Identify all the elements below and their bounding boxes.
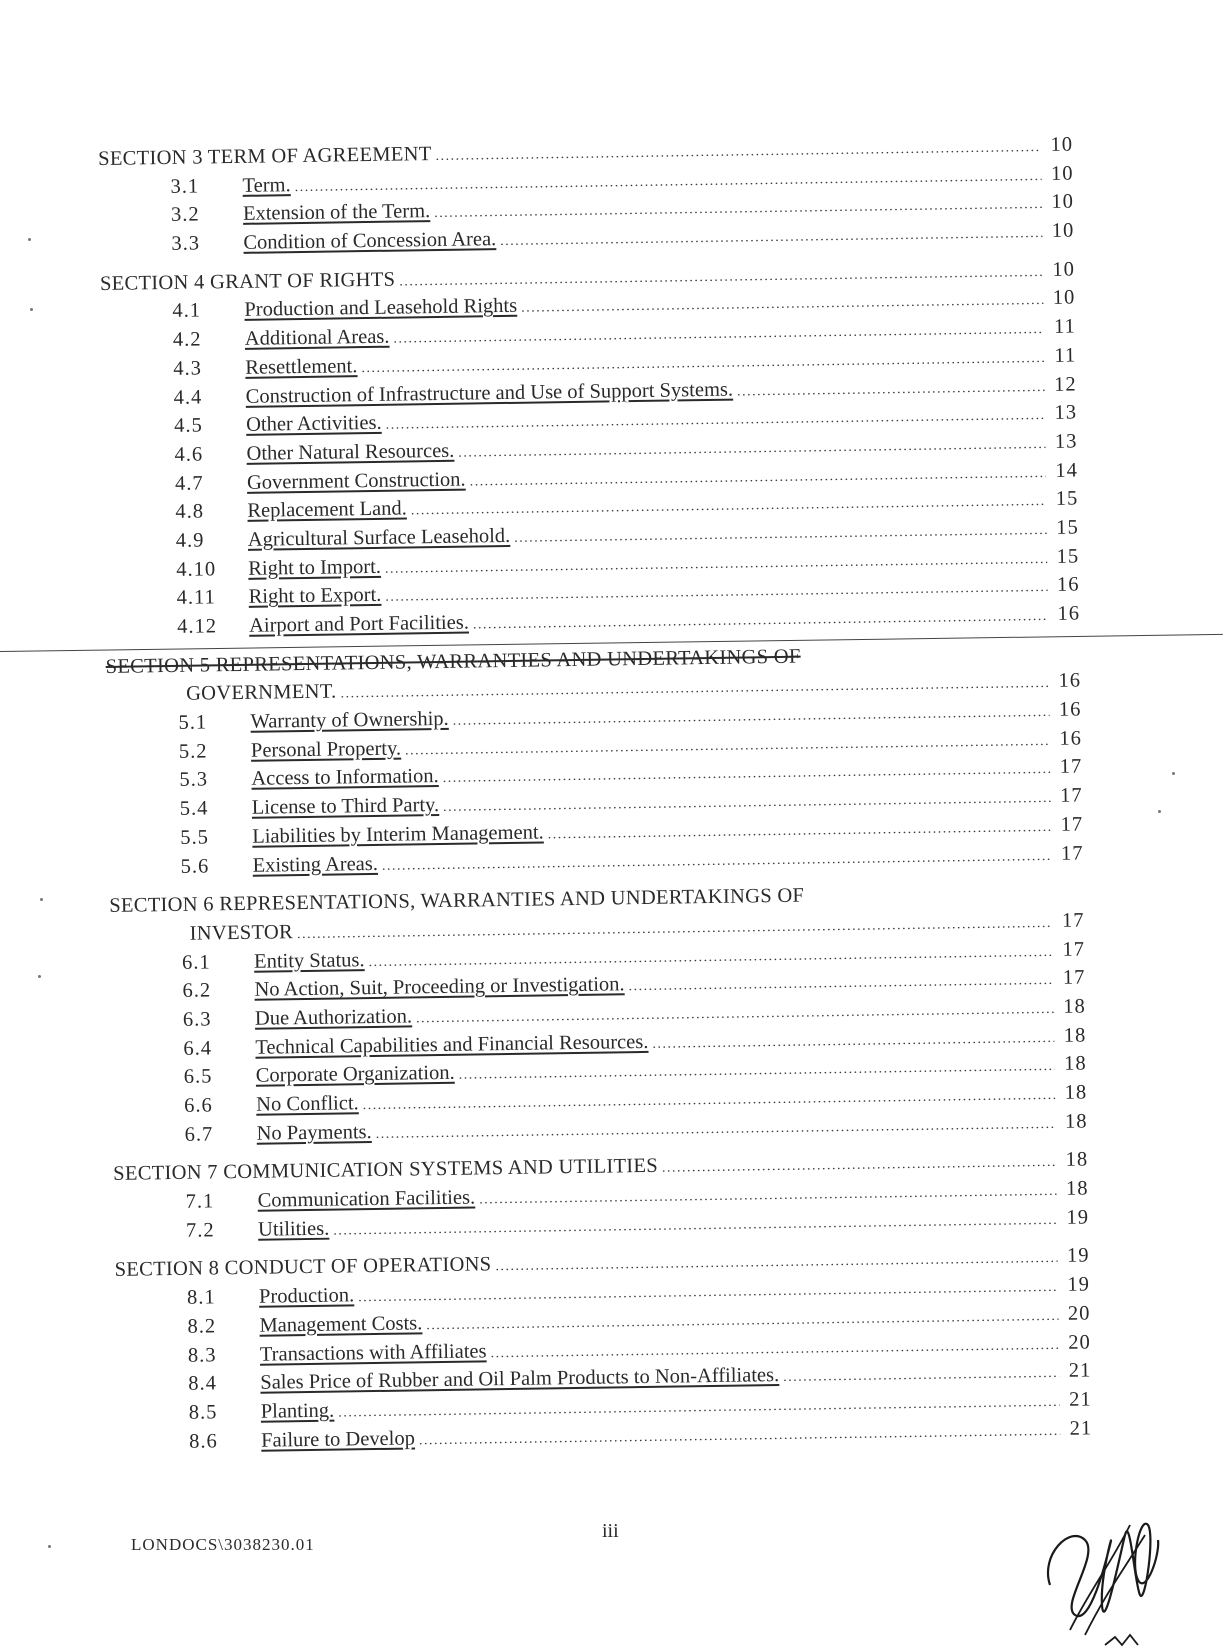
entry-title-link[interactable]: Corporate Organization. <box>255 1062 455 1088</box>
dot-leader <box>628 973 1053 995</box>
dot-leader <box>479 1184 1057 1209</box>
entry-title-link[interactable]: Right to Import. <box>248 555 382 580</box>
entry-number: 4.5 <box>173 414 203 438</box>
page-number: 16 <box>1057 602 1081 625</box>
entry-number: 4.3 <box>173 357 203 380</box>
entry-number: 7.2 <box>185 1219 215 1242</box>
scan-speck <box>1172 772 1175 775</box>
dot-leader <box>495 1251 1057 1275</box>
dot-leader <box>386 408 1046 434</box>
entry-number: 4.8 <box>175 500 205 524</box>
dot-leader <box>473 609 1048 634</box>
entry-number: 5.3 <box>179 768 209 792</box>
entry-title-link[interactable]: Liabilities by Interim Management. <box>252 821 544 848</box>
entry-title-link[interactable]: Agricultural Surface Leasehold. <box>247 524 511 551</box>
page-number: 17 <box>1059 755 1083 779</box>
entry-title-link[interactable]: Due Authorization. <box>254 1005 413 1030</box>
dot-leader <box>376 1117 1056 1143</box>
entry-title-link[interactable]: No Conflict. <box>256 1092 359 1116</box>
entry-number: 6.6 <box>184 1094 214 1117</box>
dot-leader <box>652 1031 1054 1053</box>
entry-number: 8.1 <box>186 1286 216 1309</box>
entry-number: 6.2 <box>182 979 212 1003</box>
footer-document-code: LONDOCS\3038230.01 <box>131 1535 315 1554</box>
entry-title-link[interactable]: Condition of Concession Area. <box>243 228 497 254</box>
entry-title-link[interactable]: Entity Status. <box>253 948 365 973</box>
page-number: 15 <box>1056 516 1079 539</box>
dot-leader <box>662 1155 1056 1177</box>
dot-leader <box>411 494 1047 519</box>
page-number: 10 <box>1050 162 1074 185</box>
section-heading: SECTION 7 COMMUNICATION SYSTEMS AND UTILITIES <box>113 1155 659 1186</box>
dot-leader <box>363 1088 1056 1114</box>
scan-speck <box>1158 810 1161 813</box>
page-number: 16 <box>1058 698 1082 721</box>
entry-title-link[interactable]: Term. <box>242 173 291 197</box>
entry-number: 5.1 <box>178 711 208 734</box>
dot-leader <box>514 523 1047 547</box>
dot-leader <box>295 169 1042 196</box>
dot-leader <box>419 1423 1060 1449</box>
entry-number: 6.3 <box>182 1008 212 1031</box>
page-number: 12 <box>1053 373 1077 396</box>
dot-leader <box>297 916 1053 943</box>
dot-leader <box>459 1059 1055 1084</box>
dot-leader <box>470 466 1047 491</box>
toc-section <box>106 641 1084 885</box>
entry-number: 4.1 <box>172 299 202 323</box>
toc-section <box>98 134 1075 263</box>
dot-leader <box>521 293 1043 317</box>
entry-number: 4.9 <box>175 529 205 552</box>
entry-number: 6.7 <box>184 1123 214 1146</box>
entry-number: 5.6 <box>180 854 210 878</box>
page-number: 17 <box>1062 938 1086 961</box>
toc-section <box>100 258 1080 645</box>
dot-leader <box>361 351 1044 377</box>
page-number: 18 <box>1063 995 1087 1018</box>
page-number: 17 <box>1061 909 1085 932</box>
dot-leader <box>358 1280 1058 1306</box>
page-number: 18 <box>1064 1052 1087 1076</box>
page-number: 17 <box>1060 841 1084 865</box>
entry-title-link[interactable]: Other Activities. <box>245 412 382 437</box>
scan-speck <box>48 1545 51 1548</box>
entry-number: 6.1 <box>181 950 211 974</box>
dot-leader <box>393 322 1044 348</box>
entry-number: 4.11 <box>176 586 216 610</box>
dot-leader <box>416 1002 1054 1027</box>
page-number: 17 <box>1060 813 1084 836</box>
dot-leader <box>368 944 1053 970</box>
entry-title-link[interactable]: Access to Information. <box>251 765 439 791</box>
page-number: 10 <box>1050 133 1074 156</box>
page-number: 20 <box>1067 1302 1091 1325</box>
page-number: 21 <box>1069 1388 1092 1411</box>
dot-leader <box>490 1337 1059 1361</box>
entry-number: 4.7 <box>174 472 204 495</box>
entry-title-link[interactable]: Construction of Infrastructure and Use of Support Systems. <box>245 378 734 408</box>
page-number: 14 <box>1055 459 1079 482</box>
page-number: 16 <box>1058 669 1082 693</box>
table-of-contents <box>98 134 1093 1471</box>
page-number: 17 <box>1062 966 1086 990</box>
entry-title-link[interactable]: Other Natural Resources. <box>246 439 455 465</box>
entry-title-link[interactable]: Production and Leasehold Rights <box>244 295 518 322</box>
page-number: 10 <box>1052 286 1076 310</box>
entry-title-link[interactable]: Resettlement. <box>245 354 358 379</box>
entry-number: 8.2 <box>187 1315 217 1338</box>
entry-title-link[interactable]: Warranty of Ownership. <box>250 707 449 733</box>
entry-number: 7.1 <box>185 1190 215 1213</box>
page-number: 16 <box>1059 727 1083 750</box>
entry-title-link[interactable]: Additional Areas. <box>244 325 390 350</box>
page-number: 17 <box>1060 784 1083 807</box>
entry-number: 3.2 <box>170 203 200 227</box>
entry-number: 4.12 <box>176 615 218 638</box>
page-number: 21 <box>1068 1359 1092 1382</box>
entry-number: 5.5 <box>180 826 210 849</box>
entry-title-link[interactable]: License to Third Party. <box>251 794 440 819</box>
dot-leader <box>385 552 1047 578</box>
page-number: 18 <box>1063 1024 1087 1047</box>
dot-leader <box>385 580 1047 606</box>
page-number: 13 <box>1054 401 1078 425</box>
dot-leader <box>443 791 1051 816</box>
page-number: 15 <box>1056 545 1080 568</box>
dot-leader <box>405 734 1050 760</box>
footer-page-number: iii <box>602 1520 619 1542</box>
entry-title-link[interactable]: Existing Areas. <box>252 852 379 877</box>
page-number: 18 <box>1064 1081 1088 1104</box>
entry-title-link[interactable]: Right to Export. <box>248 584 382 609</box>
entry-title-link[interactable]: Failure to Develop <box>261 1427 416 1452</box>
section-heading: SECTION 3 TERM OF AGREEMENT <box>98 143 432 170</box>
scan-speck <box>40 898 43 901</box>
entry-title-link[interactable]: Airport and Port Facilities. <box>248 611 470 637</box>
entry-title-link[interactable]: Technical Capabilities and Financial Resources. <box>255 1030 649 1059</box>
entry-title-link[interactable]: Government Construction. <box>246 468 466 494</box>
entry-title-link[interactable]: Management Costs. <box>259 1312 423 1337</box>
section-heading: SECTION 6 REPRESENTATIONS, WARRANTIES AND UNDERTAKINGS OF <box>109 884 805 918</box>
entry-number: 5.2 <box>178 740 208 763</box>
entry-title-link[interactable]: Communication Facilities. <box>257 1186 476 1212</box>
page-number: 18 <box>1065 1177 1089 1200</box>
dot-leader <box>338 1395 1060 1422</box>
page-number: 10 <box>1052 258 1076 281</box>
page-number: 16 <box>1056 573 1080 597</box>
entry-title-link[interactable]: Sales Price of Rubber and Oil Palm Products to Non-Affiliates. <box>260 1364 780 1394</box>
entry-number: 4.10 <box>176 557 217 581</box>
page-number: 11 <box>1053 315 1076 338</box>
page-number: 19 <box>1066 1206 1090 1229</box>
page-number: 19 <box>1066 1244 1090 1268</box>
entry-title-link[interactable]: No Action, Suit, Proceeding or Investigation. <box>254 973 625 1002</box>
page-number: 21 <box>1069 1416 1093 1440</box>
entry-number: 4.6 <box>174 443 204 466</box>
entry-number: 4.4 <box>173 385 203 409</box>
entry-number: 3.3 <box>171 232 201 255</box>
page-number: 18 <box>1064 1110 1088 1133</box>
scan-speck <box>30 308 33 311</box>
toc-section <box>109 881 1088 1154</box>
section-heading-continuation: INVESTOR <box>189 921 294 945</box>
entry-number: 5.4 <box>179 797 209 820</box>
page-number: 13 <box>1054 430 1078 453</box>
toc-section <box>113 1149 1089 1250</box>
page-number: 10 <box>1051 190 1075 214</box>
dot-leader <box>548 820 1052 843</box>
entry-title-link[interactable]: No Payments. <box>256 1120 372 1145</box>
page-number: 15 <box>1055 487 1079 511</box>
page-number: 10 <box>1051 219 1075 242</box>
entry-number: 6.5 <box>183 1065 213 1089</box>
entry-title-link[interactable]: Production. <box>258 1284 355 1308</box>
page-number: 18 <box>1065 1148 1089 1172</box>
entry-title-link[interactable]: Replacement Land. <box>247 497 407 523</box>
scan-speck <box>28 238 31 241</box>
dot-leader <box>458 437 1045 462</box>
entry-number: 8.5 <box>188 1401 218 1424</box>
scan-speck <box>38 975 41 978</box>
section-heading-continuation: GOVERNMENT. <box>185 680 337 706</box>
entry-number: 4.2 <box>172 328 202 352</box>
entry-title-link[interactable]: Utilities. <box>257 1217 330 1241</box>
entry-number: 3.1 <box>170 175 200 198</box>
entry-number: 8.6 <box>189 1429 218 1453</box>
section-heading: SECTION 4 GRANT OF RIGHTS <box>99 268 396 295</box>
dot-leader <box>426 1309 1058 1334</box>
dot-leader <box>399 265 1043 291</box>
entry-title-link[interactable]: Planting. <box>260 1399 335 1423</box>
dot-leader <box>443 762 1051 787</box>
section-heading: SECTION 5 REPRESENTATIONS, WARRANTIES AND UNDERTAKINGS OF <box>105 645 801 678</box>
entry-number: 8.3 <box>187 1343 217 1367</box>
dot-leader <box>783 1366 1059 1386</box>
section-heading: SECTION 8 CONDUCT OF OPERATIONS <box>114 1253 492 1282</box>
handwritten-signature <box>1030 1495 1223 1650</box>
dot-leader <box>500 226 1042 250</box>
page-number: 20 <box>1068 1330 1091 1354</box>
entry-number: 8.4 <box>188 1372 218 1395</box>
toc-section <box>114 1245 1092 1460</box>
dot-leader <box>382 848 1052 874</box>
entry-title-link[interactable]: Extension of the Term. <box>242 200 431 226</box>
dot-leader <box>434 197 1042 222</box>
entry-title-link[interactable]: Personal Property. <box>250 737 402 762</box>
dot-leader <box>340 676 1049 703</box>
dot-leader <box>333 1213 1057 1240</box>
entry-title-link[interactable]: Transactions with Affiliates <box>259 1339 487 1366</box>
entry-number: 6.4 <box>183 1037 213 1060</box>
dot-leader <box>453 705 1050 730</box>
page-number: 19 <box>1067 1273 1091 1296</box>
dot-leader <box>436 140 1042 165</box>
page-number: 11 <box>1054 344 1077 367</box>
dot-leader <box>737 379 1045 400</box>
